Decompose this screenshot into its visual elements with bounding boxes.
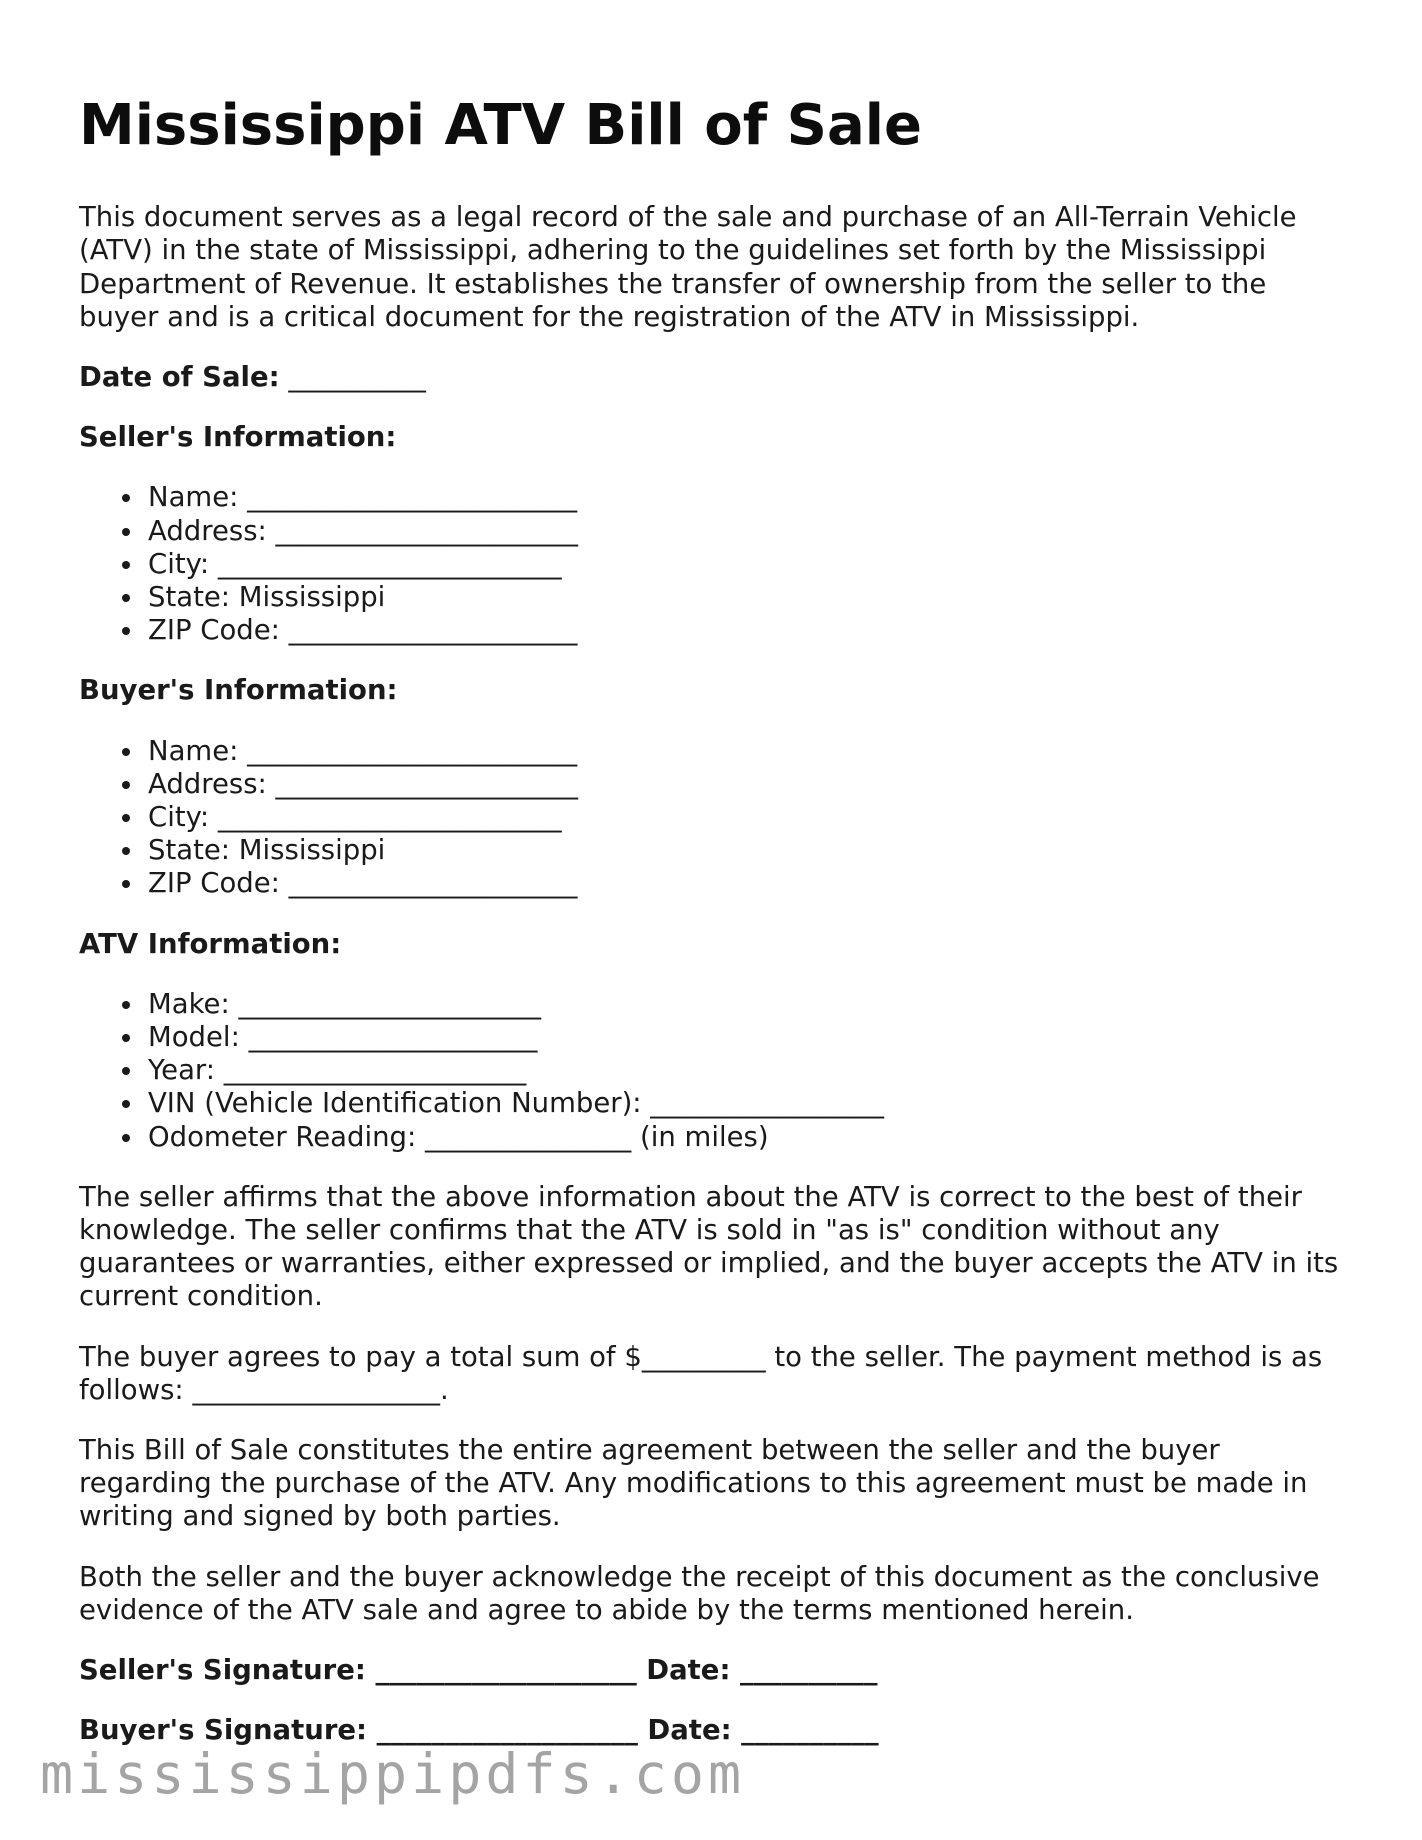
seller-city-field: City: _________________________ (148, 548, 1349, 581)
atv-make-field: Make: ______________________ (148, 988, 1349, 1021)
buyer-zip-field: ZIP Code: _____________________ (148, 867, 1349, 900)
buyer-signature-line: Buyer's Signature: ___________________ Date: __________ (79, 1714, 879, 1747)
buyer-state-field: State: Mississippi (148, 834, 1349, 867)
acknowledgment-paragraph: Both the seller and the buyer acknowledge the receipt of this document as the conclusive evidence of the ATV sale and agree to abide by the terms mentioned herein. (79, 1560, 1320, 1626)
entire-agreement-paragraph: This Bill of Sale constitutes the entire agreement between the seller and the buyer regarding the purchase of the ATV. Any modifications to this agreement must be made in writing and signed by both parties. (79, 1434, 1308, 1533)
watermark: mississippipdfs.com (40, 1742, 746, 1806)
buyer-info-list (79, 735, 1349, 901)
date-of-sale-label: Date of Sale: (79, 361, 280, 393)
buyer-city-field: City: _________________________ (148, 801, 1349, 834)
buyer-address-field: Address: ______________________ (148, 768, 1349, 801)
atv-info-list (79, 988, 1349, 1154)
atv-heading: ATV Information: (79, 927, 342, 960)
buyer-name-field: Name: ________________________ (148, 735, 1349, 768)
seller-heading: Seller's Information: (79, 421, 397, 454)
atv-year-field: Year: ______________________ (148, 1054, 1349, 1087)
seller-address-field: Address: ______________________ (148, 515, 1349, 548)
date-of-sale (79, 361, 1349, 394)
seller-signature-line: Seller's Signature: ___________________ Date: __________ (79, 1654, 878, 1687)
intro-paragraph: This document serves as a legal record of the sale and purchase of an All-Terrain Vehicle (ATV) in the state of Mississippi, adhering to the guidelines set forth by the Mississippi Department of Revenue. It establishes the transfer of ownership from the seller to the buyer and is a critical document for the registration of the ATV in Mississippi. (79, 201, 1297, 333)
payment-paragraph: The buyer agrees to pay a total sum of $_________ to the seller. The payment method is as follows: __________________. (79, 1340, 1323, 1406)
page-title: Mississippi ATV Bill of Sale (79, 93, 922, 158)
atv-odometer-field: Odometer Reading: _______________ (in miles) (148, 1121, 1349, 1154)
seller-state-field: State: Mississippi (148, 581, 1349, 614)
seller-zip-field: ZIP Code: _____________________ (148, 614, 1349, 647)
affirmation-paragraph: The seller affirms that the above information about the ATV is correct to the best of their knowledge. The seller confirms that the ATV is sold in "as is" condition without any guarantees or warranties, either expressed or implied, and the buyer accepts the ATV in its current condition. (79, 1180, 1339, 1313)
document-page (79, 92, 1349, 1775)
date-of-sale-blank: __________ (288, 361, 426, 393)
buyer-heading: Buyer's Information: (79, 674, 398, 707)
seller-name-field: Name: ________________________ (148, 481, 1349, 514)
atv-vin-field: VIN (Vehicle Identification Number): _________________ (148, 1087, 1349, 1120)
seller-info-list (79, 481, 1349, 647)
atv-model-field: Model: _____________________ (148, 1021, 1349, 1054)
